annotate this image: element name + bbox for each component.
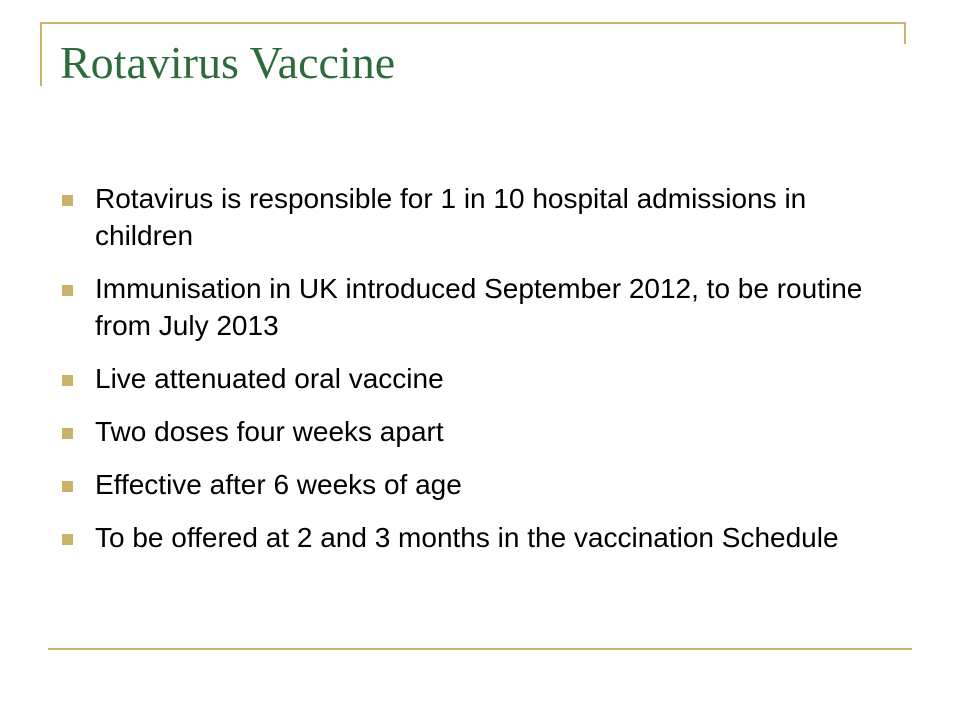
slide-title: Rotavirus Vaccine (60, 37, 396, 88)
square-bullet-icon (62, 481, 73, 492)
bullet-item (62, 519, 882, 556)
square-bullet-icon (62, 375, 73, 386)
bullet-item (62, 180, 882, 254)
bullet-item (62, 413, 882, 450)
bullet-item (62, 360, 882, 397)
bullet-text: Effective after 6 weeks of age (95, 469, 462, 500)
bullet-item (62, 466, 882, 503)
bullet-list (62, 180, 882, 572)
bullet-text: To be offered at 2 and 3 months in the vaccination Schedule (95, 522, 839, 553)
bullet-item (62, 270, 882, 344)
bullet-text: Rotavirus is responsible for 1 in 10 hospital admissions in children (95, 183, 807, 251)
frame-line-bottom (48, 648, 912, 650)
frame-line-top (40, 22, 906, 24)
square-bullet-icon (62, 195, 73, 206)
frame-line-left (40, 22, 42, 86)
square-bullet-icon (62, 428, 73, 439)
bullet-text: Two doses four weeks apart (95, 416, 444, 447)
frame-line-right (904, 22, 906, 44)
square-bullet-icon (62, 285, 73, 296)
bullet-text: Immunisation in UK introduced September 2012, to be routine from July 2013 (95, 273, 863, 341)
square-bullet-icon (62, 534, 73, 545)
bullet-text: Live attenuated oral vaccine (95, 363, 444, 394)
